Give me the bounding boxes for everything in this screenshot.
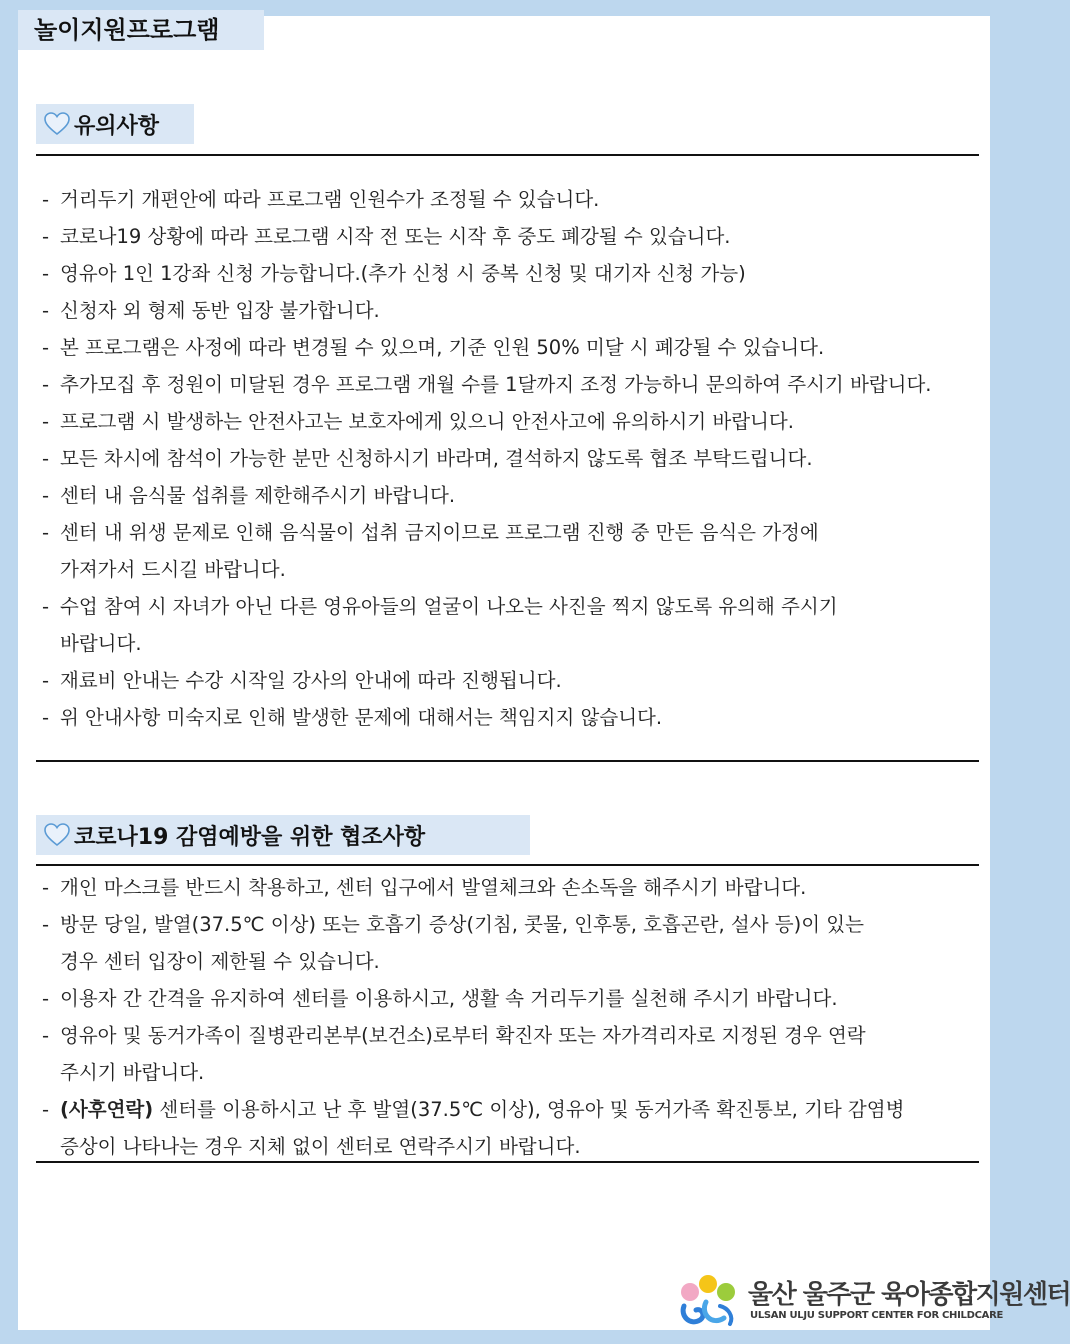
list-item-prefix: (사후연락) [60, 1098, 154, 1121]
list-item-line [60, 980, 972, 1017]
list-item-text: 센터를 이용하시고 난 후 발열(37.5℃ 이상), 영유아 및 동거가족 확진통보, 기타 감염병 [153, 1098, 905, 1121]
bullet-dash: - [42, 1098, 50, 1121]
list-item [42, 514, 972, 588]
list-item-text: 프로그램 시 발생하는 안전사고는 보호자에게 있으니 안전사고에 유의하시기 바랍니다. [60, 410, 794, 433]
bullet-dash: - [42, 336, 50, 359]
bullet-dash: - [42, 521, 50, 544]
list-item-text: 모든 차시에 참석이 가능한 분만 신청하시기 바라며, 결석하지 않도록 협조 부탁드립니다. [60, 447, 813, 470]
list-item-text: 경우 센터 입장이 제한될 수 있습니다. [60, 950, 380, 973]
list-item-line [60, 403, 972, 440]
center-name-english: ULSAN ULJU SUPPORT CENTER FOR CHILDCARE [750, 1310, 1004, 1321]
list-item-text: 위 안내사항 미숙지로 인해 발생한 문제에 대해서는 책임지지 않습니다. [60, 706, 663, 729]
list-item [42, 588, 972, 662]
list-item-line [60, 366, 972, 403]
list-item-text: 센터 내 위생 문제로 인해 음식물이 섭취 금지이므로 프로그램 진행 중 만든 음식은 가정에 [60, 521, 819, 544]
bullet-dash: - [42, 595, 50, 618]
list-item-text: 개인 마스크를 반드시 착용하고, 센터 입구에서 발열체크와 손소독을 해주시기 바랍니다. [60, 876, 807, 899]
list-item [42, 980, 972, 1017]
bullet-dash: - [42, 913, 50, 936]
list-item-line [60, 1054, 972, 1091]
list-item-text: 본 프로그램은 사정에 따라 변경될 수 있으며, 기준 인원 50% 미달 시 폐강될 수 있습니다. [60, 336, 825, 359]
list-item-line [60, 588, 972, 625]
list-item [42, 1091, 972, 1165]
list-item-line [60, 255, 972, 292]
list-item-line [60, 625, 972, 662]
notice-list [42, 181, 972, 736]
list-item-text: 증상이 나타나는 경우 지체 없이 센터로 연락주시기 바랍니다. [60, 1135, 581, 1158]
list-item-line [60, 699, 972, 736]
list-item [42, 181, 972, 218]
list-item-text: 이용자 간 간격을 유지하여 센터를 이용하시고, 생활 속 거리두기를 실천해 주시기 바랍니다. [60, 987, 838, 1010]
list-item [42, 699, 972, 736]
covid-list [42, 869, 972, 1165]
notice-top-rule [36, 154, 979, 156]
list-item-line [60, 292, 972, 329]
list-item [42, 1017, 972, 1091]
list-item-text: 가져가서 드시길 바랍니다. [60, 558, 286, 581]
page-title: 놀이지원프로그램 [18, 10, 264, 50]
list-item-text: 수업 참여 시 자녀가 아닌 다른 영유아들의 얼굴이 나오는 사진을 찍지 않도록 유의해 주시기 [60, 595, 838, 618]
list-item [42, 662, 972, 699]
covid-bottom-rule [36, 1161, 979, 1163]
bullet-dash: - [42, 669, 50, 692]
list-item [42, 403, 972, 440]
center-logo-mark-icon [676, 1272, 740, 1328]
bullet-dash: - [42, 188, 50, 211]
list-item-line [60, 1128, 972, 1165]
list-item-line [60, 662, 972, 699]
list-item-text: 주시기 바랍니다. [60, 1061, 205, 1084]
list-item [42, 440, 972, 477]
notice-bottom-rule [36, 760, 979, 762]
list-item-line [60, 943, 972, 980]
bullet-dash: - [42, 876, 50, 899]
list-item [42, 292, 972, 329]
covid-heading [36, 815, 530, 855]
list-item-line [60, 181, 972, 218]
bullet-dash: - [42, 225, 50, 248]
list-item-line [60, 514, 972, 551]
list-item-line [60, 1017, 972, 1054]
list-item-line [60, 906, 972, 943]
bullet-dash: - [42, 262, 50, 285]
notice-heading-label: 유의사항 [74, 113, 160, 139]
list-item-line [60, 440, 972, 477]
list-item-text: 거리두기 개편안에 따라 프로그램 인원수가 조정될 수 있습니다. [60, 188, 600, 211]
center-logo [676, 1270, 1070, 1330]
list-item-text: 영유아 1인 1강좌 신청 가능합니다.(추가 신청 시 중복 신청 및 대기자 신청 가능) [60, 262, 746, 285]
bullet-dash: - [42, 706, 50, 729]
list-item-text: 신청자 외 형제 동반 입장 불가합니다. [60, 299, 380, 322]
center-name-korean: 울산 울주군 육아종합지원센터 [748, 1280, 1070, 1310]
heart-icon [44, 823, 70, 847]
list-item-line [60, 329, 972, 366]
list-item [42, 477, 972, 514]
bullet-dash: - [42, 987, 50, 1010]
list-item-text: 코로나19 상황에 따라 프로그램 시작 전 또는 시작 후 중도 폐강될 수 있습니다. [60, 225, 731, 248]
list-item-line [60, 551, 972, 588]
list-item-line [60, 1091, 972, 1128]
bullet-dash: - [42, 447, 50, 470]
list-item-text: 영유아 및 동거가족이 질병관리본부(보건소)로부터 확진자 또는 자가격리자로 지정된 경우 연락 [60, 1024, 866, 1047]
bullet-dash: - [42, 1024, 50, 1047]
list-item [42, 218, 972, 255]
list-item-text: 재료비 안내는 수강 시작일 강사의 안내에 따라 진행됩니다. [60, 669, 562, 692]
bullet-dash: - [42, 410, 50, 433]
list-item-line [60, 477, 972, 514]
list-item [42, 366, 972, 403]
list-item-text: 바랍니다. [60, 632, 142, 655]
heart-icon [44, 112, 70, 136]
bullet-dash: - [42, 484, 50, 507]
list-item-text: 추가모집 후 정원이 미달된 경우 프로그램 개월 수를 1달까지 조정 가능하니 문의하여 주시기 바랍니다. [60, 373, 932, 396]
list-item [42, 869, 972, 906]
list-item [42, 906, 972, 980]
list-item-text: 센터 내 음식물 섭취를 제한해주시기 바랍니다. [60, 484, 456, 507]
bullet-dash: - [42, 299, 50, 322]
covid-heading-label: 코로나19 감염예방을 위한 협조사항 [74, 824, 426, 850]
list-item-text: 방문 당일, 발열(37.5℃ 이상) 또는 호흡기 증상(기침, 콧물, 인후통, 호흡곤란, 설사 등)이 있는 [60, 913, 864, 936]
list-item-line [60, 869, 972, 906]
bullet-dash: - [42, 373, 50, 396]
list-item [42, 255, 972, 292]
list-item [42, 329, 972, 366]
notice-heading [36, 104, 194, 144]
list-item-line [60, 218, 972, 255]
covid-top-rule [36, 864, 979, 866]
